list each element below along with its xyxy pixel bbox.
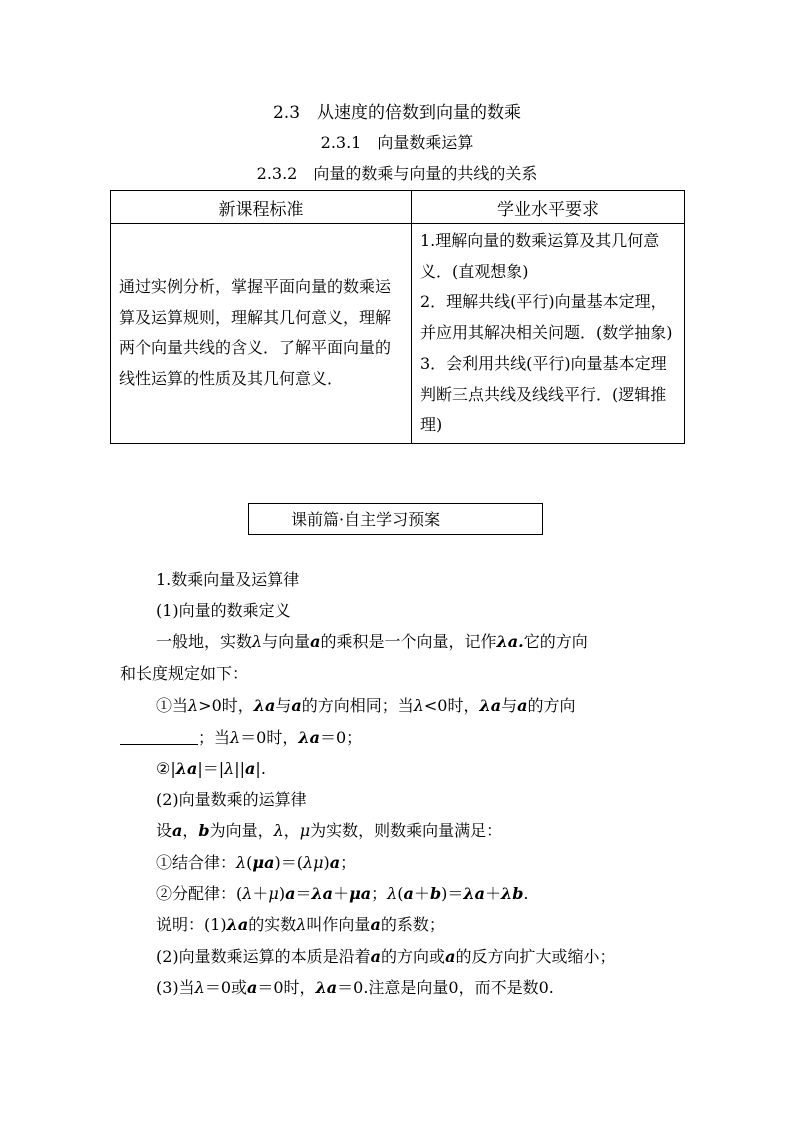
paragraph-line: ②分配律：(λ＋μ)a＝λa＋μa；λ(a＋b)＝λa＋λb. <box>156 884 529 903</box>
header-requirements: 学业水平要求 <box>412 191 685 224</box>
heading-1-2: (2)向量数乘的运算律 <box>156 790 307 809</box>
paragraph-line: ①当λ>0时，λa与a的方向相同；当λ<0时，λa与a的方向 <box>156 696 576 715</box>
standard-cell: 通过实例分析，掌握平面向量的数乘运算及运算规则，理解其几何意义，理解两个向量共线的含义．了解平面向量的线性运算的性质及其几何意义． <box>111 224 412 444</box>
paragraph-line: (3)当λ＝0或a＝0时，λa＝0.注意是向量0，而不是数0. <box>156 978 554 997</box>
heading-1-1: (1)向量的数乘定义 <box>156 601 291 620</box>
requirements-cell <box>412 224 685 444</box>
section-box: 课前篇·自主学习预案 <box>248 503 543 535</box>
section-title: 2.3 从速度的倍数到向量的数乘 <box>272 103 522 123</box>
table-row <box>111 224 685 444</box>
answer-blank[interactable] <box>120 728 198 745</box>
paragraph-line: 说明：(1)λa的实数λ叫作向量a的系数； <box>156 915 445 934</box>
subsection-title-1: 2.3.1 向量数乘运算 <box>320 133 474 152</box>
paragraph-line: ；当λ＝0时，λa＝0； <box>120 725 362 748</box>
subsection-title-2: 2.3.2 向量的数乘与向量的共线的关系 <box>256 164 538 183</box>
paragraph-line: 设a，b为向量，λ，μ为实数，则数乘向量满足： <box>156 821 503 840</box>
paragraph-line: ①结合律：λ(μa)＝(λμ)a； <box>156 853 357 872</box>
requirement-item: 1.理解向量的数乘运算及其几何意义．(直观想象) <box>420 231 660 281</box>
paragraph-line: 一般地，实数λ与向量a的乘积是一个向量，记作λa.它的方向 <box>156 632 588 651</box>
heading-1: 1.数乘向量及运算律 <box>156 570 300 589</box>
standards-table <box>110 190 685 444</box>
header-standard: 新课程标准 <box>111 191 412 224</box>
table-header-row <box>111 191 685 224</box>
requirement-item: 3．会利用共线(平行)向量基本定理判断三点共线及线线平行．(逻辑推理) <box>420 353 667 435</box>
paragraph-line: 和长度规定如下： <box>120 664 249 683</box>
paragraph-line: (2)向量数乘运算的本质是沿着a的方向或a的反方向扩大或缩小； <box>156 947 616 966</box>
requirement-item: 2．理解共线(平行)向量基本定理，并应用其解决相关问题．(数学抽象) <box>420 292 673 343</box>
paragraph-line: ②|λa|＝|λ||a|. <box>156 759 266 778</box>
